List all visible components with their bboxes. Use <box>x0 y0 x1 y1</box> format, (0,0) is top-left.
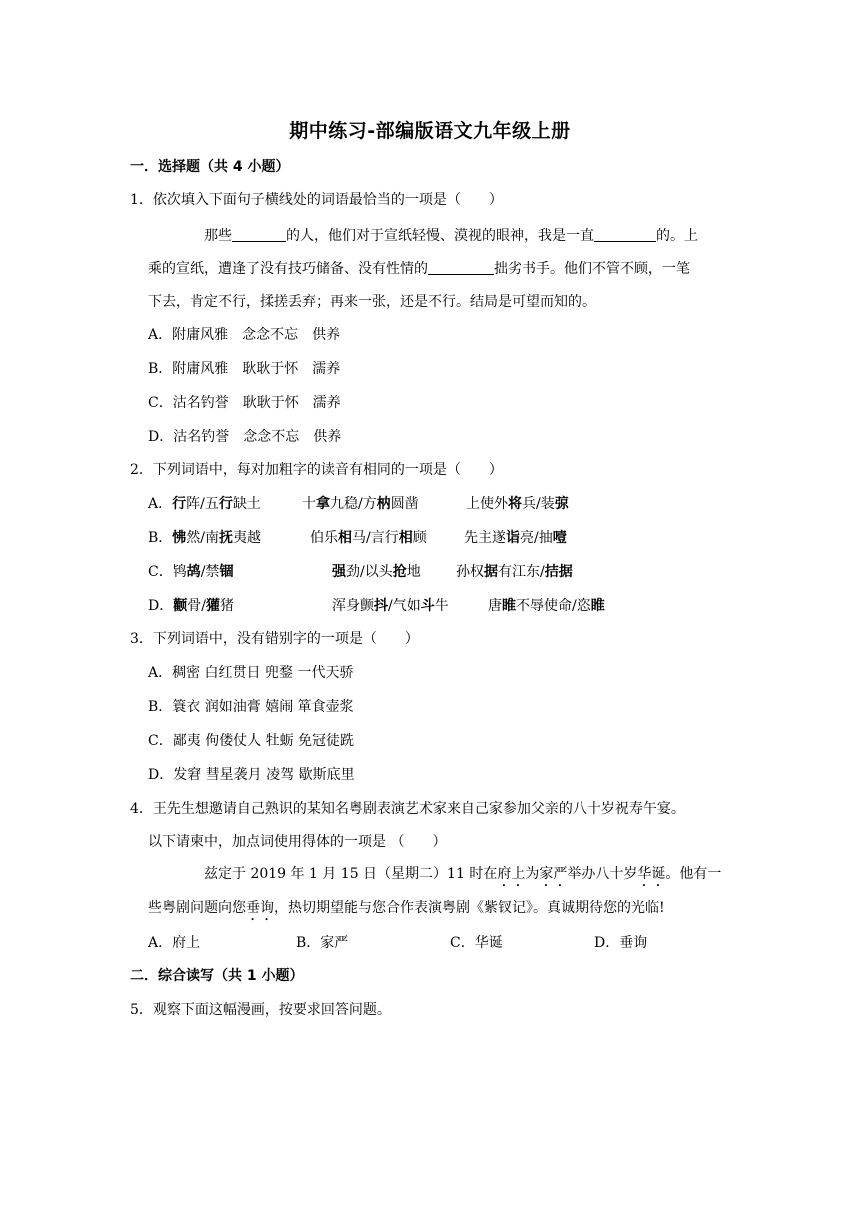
question-2-option-b[interactable]: B．怫然/南抚夷越 伯乐相马/言行相顾 先主遂诣亮/抽噎 <box>148 530 567 546</box>
question-4-option-a[interactable]: A．府上 <box>148 935 201 951</box>
blank-1 <box>232 226 286 242</box>
question-4-option-c[interactable]: C．华诞 <box>450 935 503 951</box>
blank-2 <box>594 226 656 242</box>
question-2-option-a[interactable]: A．行阵/五行缺土 十拿九稳/方枘圆凿 上使外将兵/装弶 <box>148 496 569 512</box>
question-2-stem: 2．下列词语中，每对加粗字的读音有相同的一项是（ ） <box>130 462 503 478</box>
question-4-option-b[interactable]: B．家严 <box>296 935 349 951</box>
section-heading-reading-writing: 二．综合读写（共 1 小题） <box>130 968 304 984</box>
question-1-option-d[interactable]: D．沽名钓誉 念念不忘 供养 <box>148 429 342 445</box>
question-1-passage-line-2: 乘的宣纸，遭逢了没有技巧储备、没有性情的 拙劣书手。他们不管不顾，一笔 <box>148 261 690 277</box>
question-3-option-c[interactable]: C．鄙夷 佝偻仗人 牡蛎 免冠徒跣 <box>148 733 355 749</box>
question-3-stem: 3．下列词语中，没有错别字的一项是（ ） <box>130 631 419 647</box>
question-1-option-b[interactable]: B．附庸风雅 耿耿于怀 濡养 <box>148 361 341 377</box>
question-3-option-d[interactable]: D．发窘 彗星袭月 凌驾 歇斯底里 <box>148 767 355 783</box>
question-2-option-c[interactable]: C．鸨鸪/禁锢 强劲/以头抢地 孙权据有江东/拮据 <box>148 564 573 580</box>
question-1-stem: 1．依次填入下面句子横线处的词语最恰当的一项是（ ） <box>130 192 503 208</box>
question-2-option-d[interactable]: D．颧骨/獾猪 浑身颤抖/气如斗牛 唐睢不辱使命/恣睢 <box>148 598 605 614</box>
question-4-stem-line-1: 4．王先生想邀请自己熟识的某知名粤剧表演艺术家来自己家参加父亲的八十岁祝寿午宴。 <box>130 801 685 817</box>
question-4-options <box>148 933 647 953</box>
question-1-option-c[interactable]: C．沽名钓誉 耿耿于怀 濡养 <box>148 395 341 411</box>
section-heading-choice: 一．选择题（共 4 小题） <box>130 159 290 175</box>
blank-3 <box>428 259 494 275</box>
page-title: 期中练习-部编版语文九年级上册 <box>289 120 571 142</box>
question-4-invitation-line-1: 兹定于 2019 年 1 月 15 日（星期二）11 时在府上为家严举办八十岁华诞。他有一 <box>204 866 722 882</box>
question-4-stem-line-2: 以下请柬中，加点词使用得体的一项是 （ ） <box>148 834 447 850</box>
question-5-stem: 5．观察下面这幅漫画，按要求回答问题。 <box>130 1002 391 1018</box>
question-1-option-a[interactable]: A．附庸风雅 念念不忘 供养 <box>148 327 341 343</box>
question-1-passage-line-1: 那些 的人，他们对于宣纸轻慢、漠视的眼神，我是一直 的。上 <box>204 228 698 244</box>
question-1-passage-line-3: 下去，肯定不行，揉搓丢弃；再来一张，还是不行。结局是可望而知的。 <box>148 294 596 310</box>
question-3-option-a[interactable]: A．稠密 白红贯日 兜鍪 一代天骄 <box>148 665 354 681</box>
question-4-option-d[interactable]: D．垂询 <box>594 935 648 951</box>
question-3-option-b[interactable]: B．簑衣 润如油膏 嬉闹 箪食壶浆 <box>148 699 354 715</box>
question-4-invitation-line-2: 些粤剧问题向您垂询，热切期望能与您合作表演粤剧《紫钗记》。真诚期待您的光临! <box>148 900 665 916</box>
